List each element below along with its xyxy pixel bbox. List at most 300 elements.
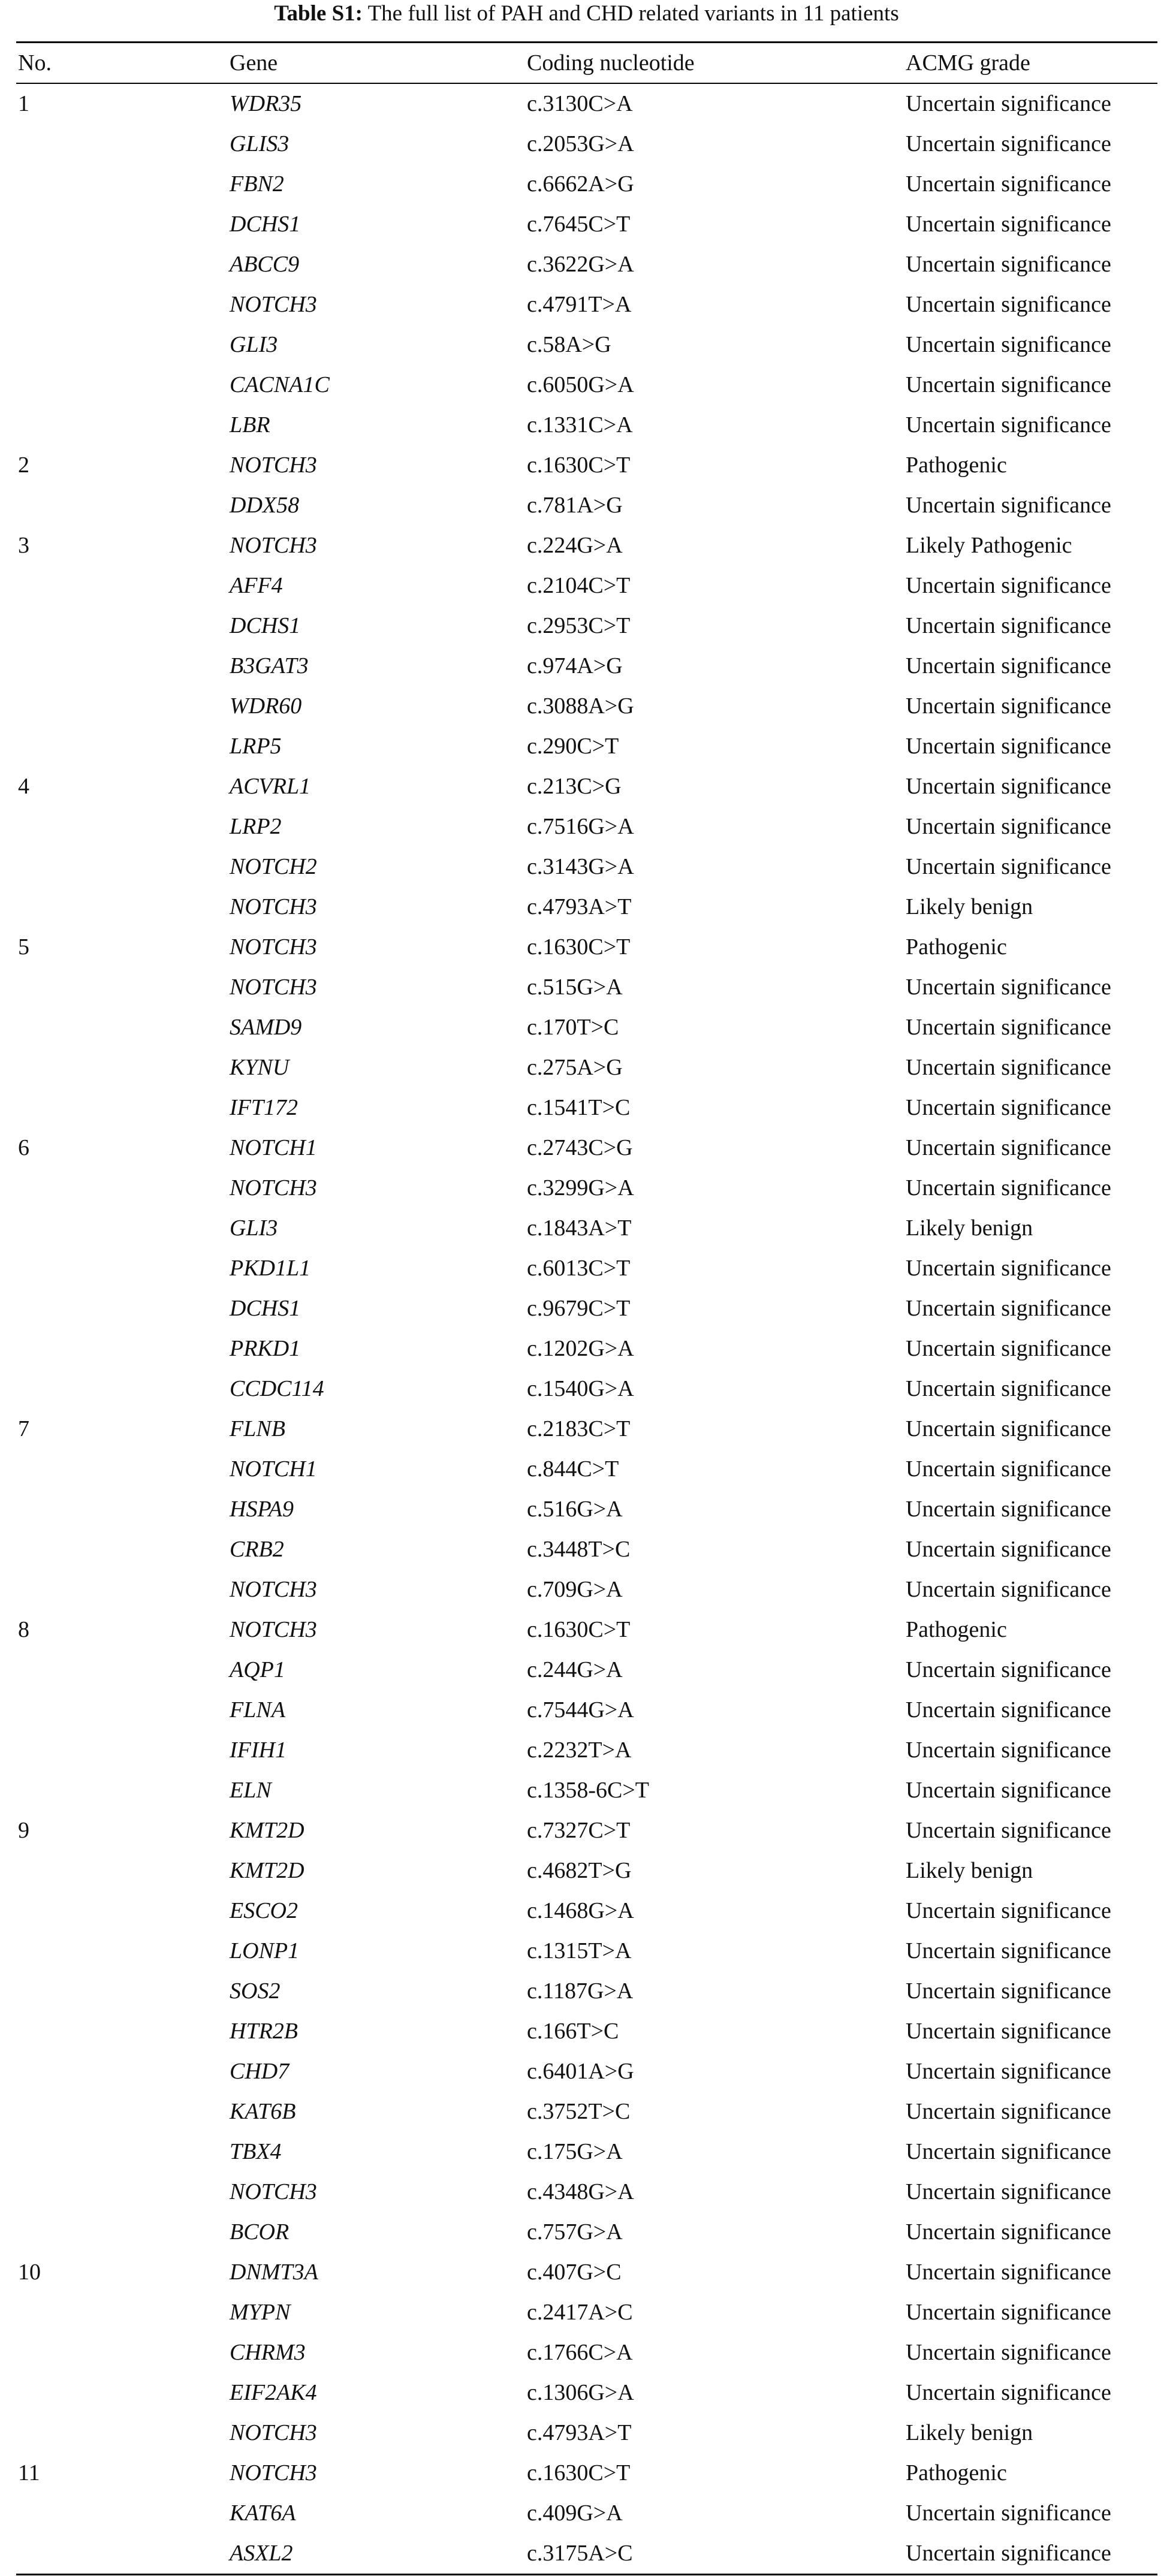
patient-number-cell [16,686,228,726]
acmg-grade-cell: Uncertain significance [906,1537,1111,1562]
coding-nucleotide-cell: c.213C>G [527,774,622,799]
gene-cell: KYNU [230,1055,290,1080]
gene-cell: DDX58 [230,493,300,518]
table-row [16,2493,1157,2533]
gene-cell: NOTCH3 [230,2420,317,2445]
coding-nucleotide-cell: c.407G>C [527,2260,622,2285]
coding-nucleotide-cell: c.7516G>A [527,814,634,839]
acmg-grade-cell: Uncertain significance [906,372,1111,397]
patient-number-cell: 6 [18,1135,29,1160]
coding-nucleotide-cell: c.1306G>A [527,2380,634,2405]
patient-number-cell [16,1891,228,1931]
gene-cell: NOTCH3 [230,292,317,317]
coding-nucleotide-cell: c.2232T>A [527,1738,632,1763]
gene-cell: NOTCH3 [230,1175,317,1200]
gene-cell: B3GAT3 [230,653,309,678]
table-row [16,1409,1157,1449]
patient-number-cell [16,1449,228,1489]
table-row [16,1770,1157,1811]
table-caption [0,0,1173,28]
patient-number-cell: 3 [18,533,29,558]
gene-cell: NOTCH2 [230,854,317,879]
acmg-grade-cell: Uncertain significance [906,1296,1111,1321]
table-row [16,2413,1157,2453]
acmg-grade-cell: Likely benign [906,1858,1033,1883]
coding-nucleotide-cell: c.781A>G [527,493,623,518]
coding-nucleotide-cell: c.1358-6C>T [527,1778,650,1803]
patient-number-cell [16,606,228,646]
acmg-grade-cell: Uncertain significance [906,1135,1111,1160]
patient-number-cell [16,1329,228,1369]
acmg-grade-cell: Uncertain significance [906,2099,1111,2124]
table-row [16,606,1157,646]
acmg-grade-cell: Uncertain significance [906,171,1111,197]
coding-nucleotide-cell: c.9679C>T [527,1296,631,1321]
gene-cell: NOTCH3 [230,934,317,960]
table-row [16,204,1157,245]
patient-number-cell [16,2413,228,2453]
patient-number-cell [16,1650,228,1690]
gene-cell: CHRM3 [230,2340,306,2365]
table-row [16,2011,1157,2052]
patient-number-cell [16,967,228,1008]
acmg-grade-cell: Uncertain significance [906,2500,1111,2526]
table-row [16,285,1157,325]
acmg-grade-cell: Uncertain significance [906,212,1111,237]
patient-number-cell [16,1289,228,1329]
coding-nucleotide-cell: c.844C>T [527,1456,619,1482]
table-row [16,807,1157,847]
acmg-grade-cell: Uncertain significance [906,1938,1111,1963]
patient-number-cell [16,164,228,204]
gene-cell: NOTCH3 [230,1617,317,1642]
table-row [16,1530,1157,1570]
patient-number-cell [16,405,228,445]
coding-nucleotide-cell: c.244G>A [527,1657,623,1682]
table-row [16,686,1157,726]
acmg-grade-cell: Uncertain significance [906,2340,1111,2365]
patient-number-cell [16,245,228,285]
acmg-grade-cell: Uncertain significance [906,1657,1111,1682]
column-header-gene: Gene [228,43,525,84]
patient-number-cell: 1 [18,91,29,116]
gene-cell: NOTCH3 [230,2179,317,2204]
table-row [16,1329,1157,1369]
coding-nucleotide-cell: c.166T>C [527,2019,619,2044]
acmg-grade-cell: Pathogenic [906,1617,1007,1642]
patient-number-cell [16,1931,228,1971]
acmg-grade-cell: Uncertain significance [906,252,1111,277]
acmg-grade-cell: Uncertain significance [906,693,1111,719]
acmg-grade-cell: Uncertain significance [906,1416,1111,1441]
acmg-grade-cell: Uncertain significance [906,573,1111,598]
table-row [16,325,1157,365]
patient-number-cell [16,646,228,686]
gene-cell: FLNA [230,1697,285,1723]
patient-number-cell [16,1570,228,1610]
gene-cell: TBX4 [230,2139,282,2164]
gene-cell: LRP5 [230,734,282,759]
gene-cell: NOTCH1 [230,1135,317,1160]
acmg-grade-cell: Uncertain significance [906,2300,1111,2325]
acmg-grade-cell: Uncertain significance [906,2059,1111,2084]
coding-nucleotide-cell: c.1315T>A [527,1938,632,1963]
acmg-grade-cell: Pathogenic [906,934,1007,960]
gene-cell: DCHS1 [230,212,301,237]
patient-number-cell [16,2493,228,2533]
acmg-grade-cell: Uncertain significance [906,1175,1111,1200]
coding-nucleotide-cell: c.1202G>A [527,1336,634,1361]
coding-nucleotide-cell: c.224G>A [527,533,623,558]
table-row [16,1008,1157,1048]
acmg-grade-cell: Uncertain significance [906,493,1111,518]
coding-nucleotide-cell: c.3130C>A [527,91,633,116]
gene-cell: NOTCH3 [230,533,317,558]
gene-cell: GLIS3 [230,131,290,156]
acmg-grade-cell: Likely benign [906,1215,1033,1241]
gene-cell: ASXL2 [228,2533,525,2575]
table-row [16,1289,1157,1329]
patient-number-cell: 7 [18,1416,29,1441]
table-row [16,2533,1157,2575]
table-row [16,1570,1157,1610]
gene-cell: NOTCH3 [230,975,317,1000]
acmg-grade-cell: Uncertain significance [906,1497,1111,1522]
gene-cell: KMT2D [230,1858,304,1883]
table-row [16,2453,1157,2493]
coding-nucleotide-cell: c.2104C>T [527,573,631,598]
table-row [16,1088,1157,1128]
gene-cell: PKD1L1 [230,1256,311,1281]
gene-cell: DCHS1 [230,1296,301,1321]
table-header [16,43,1157,84]
table-row [16,485,1157,526]
coding-nucleotide-cell: c.974A>G [527,653,623,678]
coding-nucleotide-cell: c.7327C>T [527,1818,631,1843]
acmg-grade-cell: Uncertain significance [906,2019,1111,2044]
table-row [16,2212,1157,2252]
coding-nucleotide-cell: c.6013C>T [527,1256,631,1281]
gene-cell: NOTCH3 [230,2460,317,2485]
coding-nucleotide-cell: c.516G>A [527,1497,623,1522]
table-row [16,124,1157,164]
coding-nucleotide-cell: c.1630C>T [527,2460,631,2485]
coding-nucleotide-cell: c.1468G>A [527,1898,634,1923]
patient-number-cell [16,1530,228,1570]
column-header-no: No. [16,43,228,84]
column-header-acmg-grade: ACMG grade [904,43,1157,84]
coding-nucleotide-cell: c.58A>G [527,332,611,357]
table-row [16,1610,1157,1650]
coding-nucleotide-cell: c.1540G>A [527,1376,634,1401]
gene-cell: FLNB [230,1416,285,1441]
acmg-grade-cell: Uncertain significance [906,2260,1111,2285]
patient-number-cell [16,2212,228,2252]
table-row [16,1730,1157,1770]
gene-cell: CHD7 [230,2059,290,2084]
patient-number-cell [16,124,228,164]
coding-nucleotide-cell: c.515G>A [527,975,623,1000]
table-row [16,1811,1157,1851]
gene-cell: AFF4 [230,573,283,598]
coding-nucleotide-cell: c.1766C>A [527,2340,633,2365]
gene-cell: AQP1 [230,1657,285,1682]
coding-nucleotide-cell: c.6662A>G [527,171,634,197]
coding-nucleotide-cell: c.3448T>C [527,1537,631,1562]
gene-cell: DNMT3A [230,2260,318,2285]
table-row [16,445,1157,485]
acmg-grade-cell: Uncertain significance [906,1818,1111,1843]
table-row [16,245,1157,285]
patient-number-cell: 10 [18,2260,41,2285]
patient-number-cell [16,847,228,887]
coding-nucleotide-cell: c.3752T>C [527,2099,631,2124]
coding-nucleotide-cell: c.2953C>T [527,613,631,638]
variants-table [16,41,1157,2575]
gene-cell: ACVRL1 [230,774,311,799]
patient-number-cell [16,807,228,847]
gene-cell: NOTCH3 [230,1577,317,1602]
gene-cell: MYPN [230,2300,291,2325]
acmg-grade-cell: Uncertain significance [906,131,1111,156]
acmg-grade-cell: Uncertain significance [906,412,1111,438]
gene-cell: WDR35 [230,91,302,116]
coding-nucleotide-cell: c.4791T>A [527,292,632,317]
coding-nucleotide-cell: c.1541T>C [527,1095,631,1120]
gene-cell: LONP1 [230,1938,300,1963]
table-row [16,1891,1157,1931]
table-row [16,646,1157,686]
acmg-grade-cell: Uncertain significance [906,1697,1111,1723]
gene-cell: BCOR [230,2219,290,2245]
coding-nucleotide-cell: c.170T>C [527,1015,619,1040]
coding-nucleotide-cell: c.3622G>A [527,252,634,277]
patient-number-cell [16,1088,228,1128]
patient-number-cell: 4 [18,774,29,799]
patient-number-cell [16,2132,228,2172]
gene-cell: ABCC9 [230,252,300,277]
gene-cell: NOTCH3 [230,453,317,478]
gene-cell: ESCO2 [230,1898,298,1923]
table-row [16,2092,1157,2132]
coding-nucleotide-cell: c.2183C>T [527,1416,631,1441]
acmg-grade-cell: Likely Pathogenic [906,533,1072,558]
patient-number-cell [16,204,228,245]
gene-cell: CRB2 [230,1537,284,1562]
table-caption-label: Table S1: [274,1,363,26]
patient-number-cell [16,365,228,405]
acmg-grade-cell: Uncertain significance [906,734,1111,759]
table-row [16,927,1157,967]
coding-nucleotide-cell: c.2417A>C [527,2300,633,2325]
acmg-grade-cell: Uncertain significance [906,1778,1111,1803]
acmg-grade-cell: Uncertain significance [906,2380,1111,2405]
table-row [16,2373,1157,2413]
acmg-grade-cell: Uncertain significance [906,1336,1111,1361]
table-row [16,1208,1157,1248]
patient-number-cell [16,887,228,927]
table-row [16,566,1157,606]
table-row [16,1168,1157,1208]
table-row [16,767,1157,807]
gene-cell: GLI3 [230,1215,278,1241]
table-row [16,2052,1157,2092]
acmg-grade-cell: Pathogenic [906,2460,1007,2485]
table-row [16,967,1157,1008]
gene-cell: HSPA9 [230,1497,294,1522]
acmg-grade-cell: Uncertain significance [906,91,1111,116]
patient-number-cell: 2 [18,453,29,478]
coding-nucleotide-cell: c.175G>A [527,2139,623,2164]
patient-number-cell [16,566,228,606]
gene-cell: LRP2 [230,814,282,839]
coding-nucleotide-cell: c.3143G>A [527,854,634,879]
acmg-grade-cell: Uncertain significance [906,2219,1111,2245]
acmg-grade-cell: Uncertain significance [906,1055,1111,1080]
patient-number-cell [16,2373,228,2413]
gene-cell: NOTCH3 [230,894,317,919]
coding-nucleotide-cell: c.4793A>T [527,894,632,919]
table-row [16,2172,1157,2212]
coding-nucleotide-cell: c.7544G>A [527,1697,634,1723]
table-row [16,847,1157,887]
gene-cell: DCHS1 [230,613,301,638]
table-row [16,1931,1157,1971]
acmg-grade-cell: Uncertain significance [906,2179,1111,2204]
gene-cell: IFIH1 [230,1738,287,1763]
table-row [16,1851,1157,1891]
table-row [16,405,1157,445]
acmg-grade-cell: Uncertain significance [906,1376,1111,1401]
table-row [16,2132,1157,2172]
patient-number-cell [16,1008,228,1048]
coding-nucleotide-cell: c.2053G>A [527,131,634,156]
table-row [16,365,1157,405]
patient-number-cell [16,325,228,365]
table-row [16,526,1157,566]
gene-cell: EIF2AK4 [230,2380,317,2405]
table-row [16,83,1157,124]
coding-nucleotide-cell: c.709G>A [527,1577,623,1602]
acmg-grade-cell: Uncertain significance [906,613,1111,638]
coding-nucleotide-cell: c.290C>T [527,734,619,759]
coding-nucleotide-cell: c.1630C>T [527,1617,631,1642]
coding-nucleotide-cell: c.3299G>A [527,1175,634,1200]
header-row [16,43,1157,84]
patient-number-cell [16,485,228,526]
gene-cell: FBN2 [230,171,284,197]
acmg-grade-cell: Uncertain significance [906,1256,1111,1281]
gene-cell: KAT6B [230,2099,296,2124]
acmg-grade-cell: Uncertain significance [906,1456,1111,1482]
acmg-grade-cell: Uncertain significance [906,1978,1111,2004]
table-row [16,726,1157,767]
table-row [16,1369,1157,1409]
coding-nucleotide-cell: c.409G>A [527,2500,623,2526]
patient-number-cell [16,1770,228,1811]
gene-cell: PRKD1 [230,1336,301,1361]
table-row [16,1048,1157,1088]
acmg-grade-cell: Uncertain significance [906,774,1111,799]
coding-nucleotide-cell: c.1331C>A [527,412,633,438]
gene-cell: LBR [230,412,270,438]
coding-nucleotide-cell: c.4682T>G [527,1858,632,1883]
patient-number-cell [16,1048,228,1088]
patient-number-cell [16,2333,228,2373]
coding-nucleotide-cell: c.1843A>T [527,1215,632,1241]
gene-cell: IFT172 [230,1095,298,1120]
patient-number-cell [16,2011,228,2052]
coding-nucleotide-cell: c.1630C>T [527,453,631,478]
gene-cell: SAMD9 [230,1015,302,1040]
patient-number-cell [16,2092,228,2132]
coding-nucleotide-cell: c.757G>A [527,2219,623,2245]
patient-number-cell [16,1248,228,1289]
gene-cell: ELN [230,1778,272,1803]
table-row [16,1650,1157,1690]
acmg-grade-cell: Uncertain significance [906,814,1111,839]
patient-number-cell [16,2172,228,2212]
table-row [16,2293,1157,2333]
acmg-grade-cell: Uncertain significance [906,1095,1111,1120]
patient-number-cell [16,2533,228,2575]
gene-cell: CACNA1C [230,372,330,397]
patient-number-cell: 8 [18,1617,29,1642]
acmg-grade-cell: Uncertain significance [906,292,1111,317]
gene-cell: NOTCH1 [230,1456,317,1482]
table-row [16,887,1157,927]
coding-nucleotide-cell: c.7645C>T [527,212,631,237]
table-row [16,1449,1157,1489]
acmg-grade-cell: Uncertain significance [906,1738,1111,1763]
gene-cell: WDR60 [230,693,302,719]
patient-number-cell: 9 [18,1818,29,1843]
gene-cell: CCDC114 [230,1376,324,1401]
table-row [16,1690,1157,1730]
coding-nucleotide-cell: c.4793A>T [527,2420,632,2445]
patient-number-cell: 11 [18,2460,40,2485]
acmg-grade-cell: Uncertain significance [906,653,1111,678]
gene-cell: SOS2 [230,1978,281,2004]
gene-cell: HTR2B [230,2019,298,2044]
table-row [16,2333,1157,2373]
patient-number-cell [16,285,228,325]
table-caption-text: The full list of PAH and CHD related variants in 11 patients [367,1,899,26]
acmg-grade-cell: Uncertain significance [906,1577,1111,1602]
patient-number-cell [16,1851,228,1891]
column-header-coding-nucleotide: Coding nucleotide [525,43,904,84]
patient-number-cell [16,1168,228,1208]
table-row [16,164,1157,204]
acmg-grade-cell: Likely benign [906,894,1033,919]
coding-nucleotide-cell: c.2743C>G [527,1135,633,1160]
acmg-grade-cell: Uncertain significance [906,1898,1111,1923]
acmg-grade-cell: Pathogenic [906,453,1007,478]
acmg-grade-cell: Uncertain significance [904,2533,1157,2575]
coding-nucleotide-cell: c.3175A>C [525,2533,904,2575]
coding-nucleotide-cell: c.3088A>G [527,693,634,719]
table-body [16,83,1157,2575]
patient-number-cell [16,2293,228,2333]
table-row [16,1489,1157,1530]
patient-number-cell: 5 [18,934,29,960]
coding-nucleotide-cell: c.6401A>G [527,2059,634,2084]
acmg-grade-cell: Uncertain significance [906,975,1111,1000]
table-row [16,1128,1157,1168]
patient-number-cell [16,1690,228,1730]
patient-number-cell [16,2052,228,2092]
coding-nucleotide-cell: c.6050G>A [527,372,634,397]
